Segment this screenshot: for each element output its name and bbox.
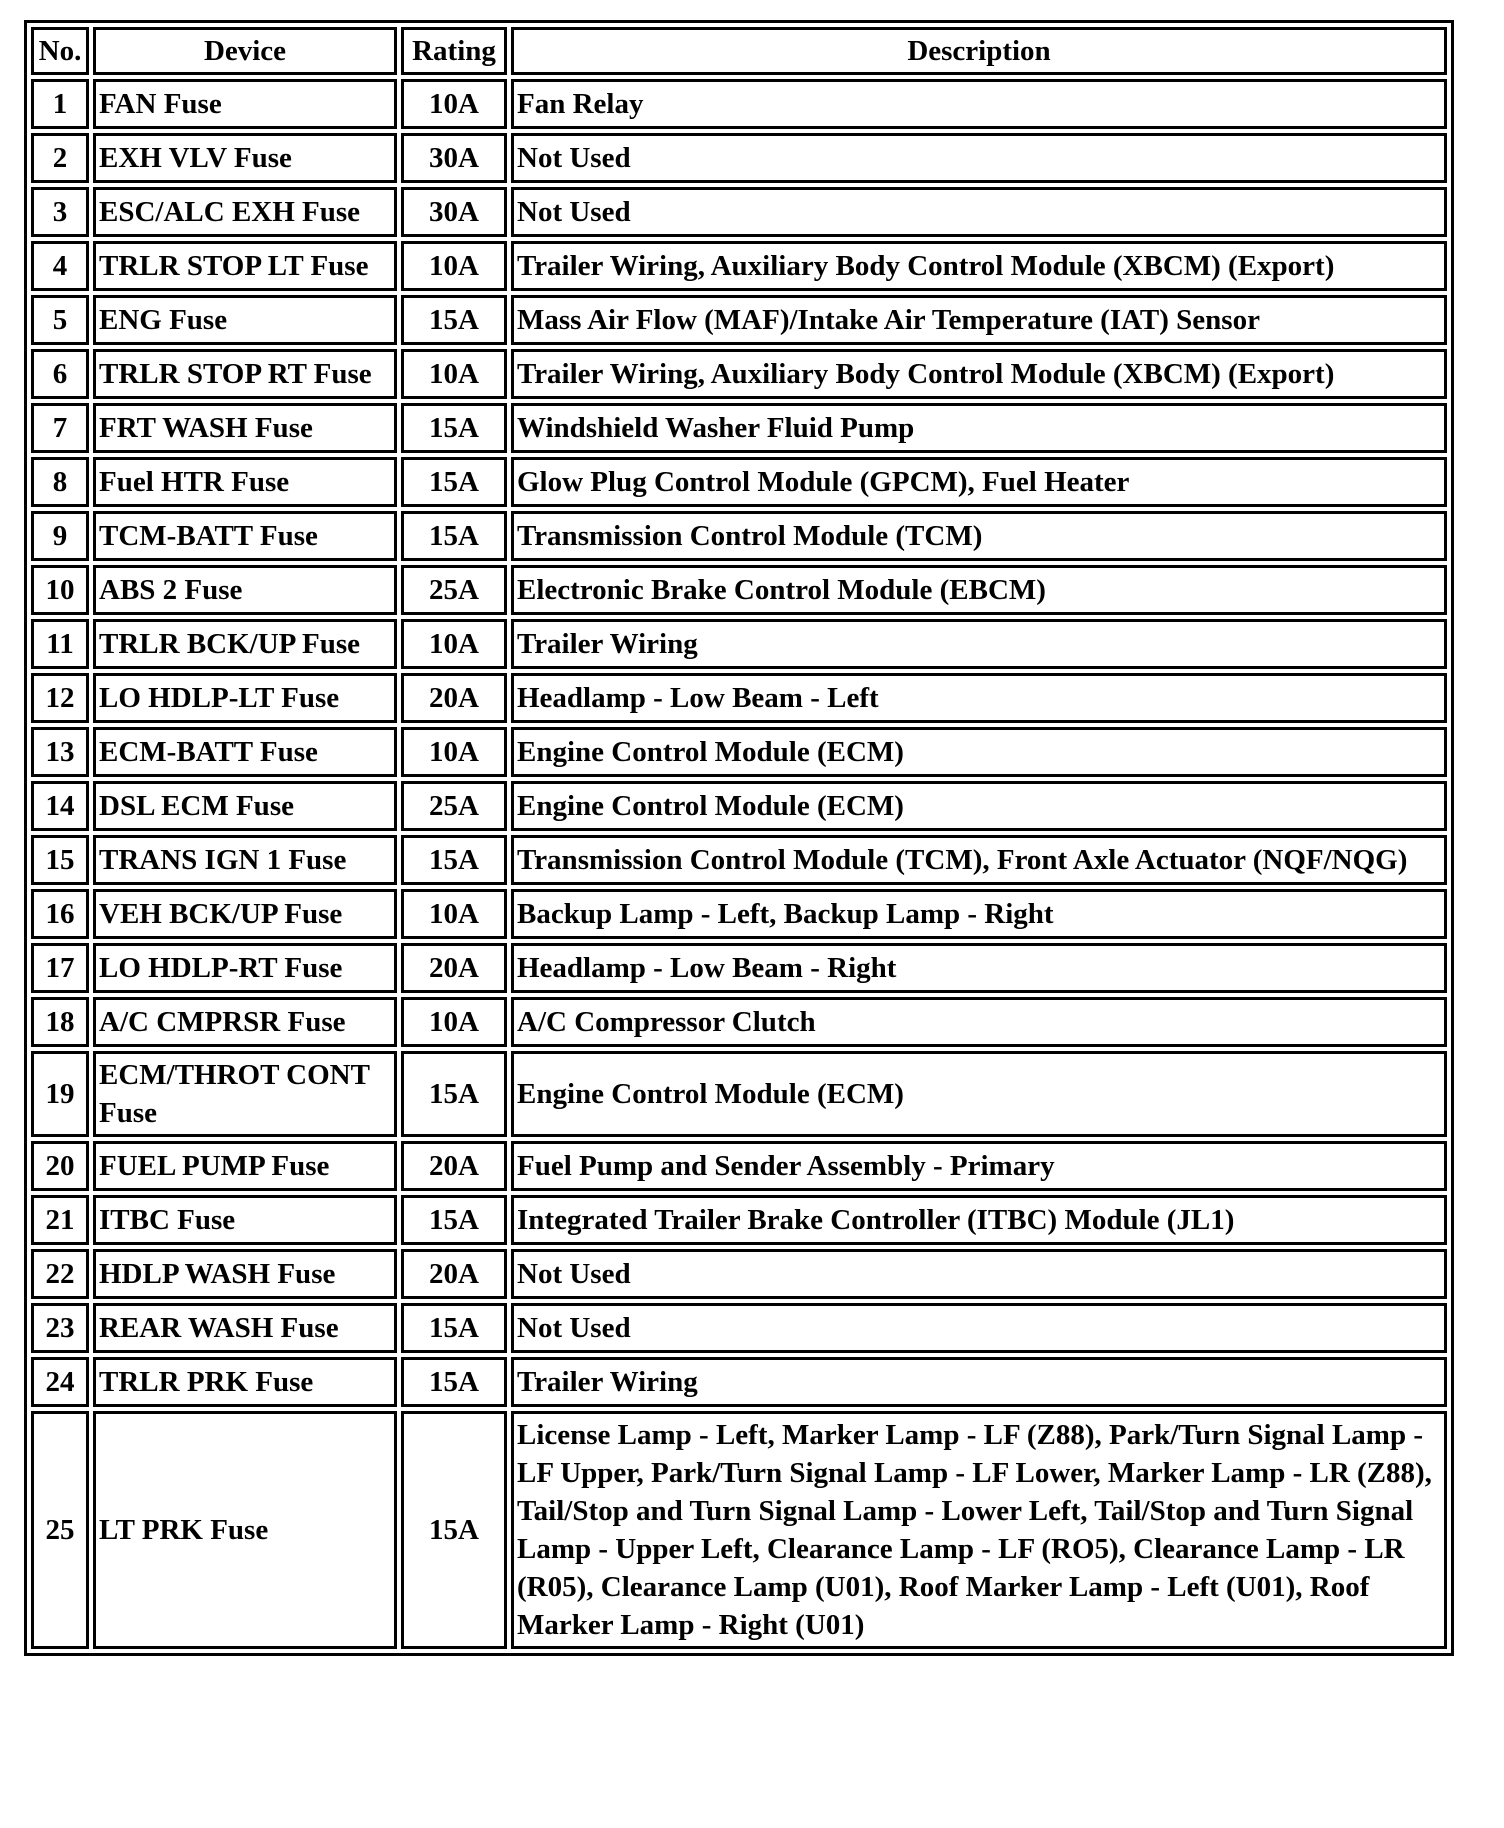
fuse-description: Integrated Trailer Brake Controller (ITBC) Module (JL1) <box>511 1195 1447 1245</box>
device-name: ITBC Fuse <box>93 1195 397 1245</box>
fuse-number: 10 <box>31 565 89 615</box>
fuse-rating: 20A <box>401 1249 507 1299</box>
fuse-rating: 10A <box>401 241 507 291</box>
fuse-description: Transmission Control Module (TCM) <box>511 511 1447 561</box>
table-row <box>31 1141 1447 1191</box>
fuse-number: 22 <box>31 1249 89 1299</box>
device-name: EXH VLV Fuse <box>93 133 397 183</box>
device-name: DSL ECM Fuse <box>93 781 397 831</box>
table-row <box>31 349 1447 399</box>
fuse-number: 4 <box>31 241 89 291</box>
fuse-rating: 15A <box>401 511 507 561</box>
fuse-table <box>24 20 1454 1656</box>
fuse-rating: 15A <box>401 835 507 885</box>
table-row <box>31 1249 1447 1299</box>
device-name: LT PRK Fuse <box>93 1411 397 1649</box>
fuse-rating: 20A <box>401 1141 507 1191</box>
fuse-rating: 25A <box>401 565 507 615</box>
device-name: FAN Fuse <box>93 79 397 129</box>
fuse-number: 14 <box>31 781 89 831</box>
fuse-rating: 15A <box>401 295 507 345</box>
fuse-rating: 10A <box>401 619 507 669</box>
fuse-rating: 20A <box>401 943 507 993</box>
fuse-rating: 15A <box>401 1051 507 1137</box>
table-row <box>31 403 1447 453</box>
fuse-description: Headlamp - Low Beam - Left <box>511 673 1447 723</box>
device-name: ECM/THROT CONT Fuse <box>93 1051 397 1137</box>
fuse-number: 12 <box>31 673 89 723</box>
device-name: FRT WASH Fuse <box>93 403 397 453</box>
table-row <box>31 457 1447 507</box>
table-row <box>31 1195 1447 1245</box>
fuse-description: Fan Relay <box>511 79 1447 129</box>
table-row <box>31 673 1447 723</box>
fuse-description: Not Used <box>511 1303 1447 1353</box>
fuse-description: Not Used <box>511 133 1447 183</box>
fuse-rating: 15A <box>401 1195 507 1245</box>
fuse-rating: 15A <box>401 457 507 507</box>
fuse-number: 5 <box>31 295 89 345</box>
fuse-description: Backup Lamp - Left, Backup Lamp - Right <box>511 889 1447 939</box>
fuse-rating: 10A <box>401 727 507 777</box>
fuse-rating: 15A <box>401 1411 507 1649</box>
fuse-description: Fuel Pump and Sender Assembly - Primary <box>511 1141 1447 1191</box>
fuse-number: 8 <box>31 457 89 507</box>
table-row <box>31 1357 1447 1407</box>
device-name: REAR WASH Fuse <box>93 1303 397 1353</box>
table-row <box>31 727 1447 777</box>
table-row <box>31 187 1447 237</box>
fuse-number: 19 <box>31 1051 89 1137</box>
fuse-number: 11 <box>31 619 89 669</box>
table-row <box>31 295 1447 345</box>
fuse-description: License Lamp - Left, Marker Lamp - LF (Z88), Park/Turn Signal Lamp - LF Upper, Park/Turn Signal Lamp - LF Lower, Marker Lamp - LR (Z88), Tail/Stop and Turn Signal Lamp - Lower Left, Tail/Stop and Turn Signal Lamp - Upper Left, Clearance Lamp - LF (RO5), Clearance Lamp - LR (R05), Clearance Lamp (U01), Roof Marker Lamp - Left (U01), Roof Marker Lamp - Right (U01) <box>511 1411 1447 1649</box>
fuse-description: Electronic Brake Control Module (EBCM) <box>511 565 1447 615</box>
fuse-rating: 15A <box>401 403 507 453</box>
table-row <box>31 889 1447 939</box>
fuse-number: 21 <box>31 1195 89 1245</box>
fuse-number: 23 <box>31 1303 89 1353</box>
header-device: Device <box>93 27 397 75</box>
device-name: TRLR STOP LT Fuse <box>93 241 397 291</box>
table-row <box>31 241 1447 291</box>
table-row <box>31 997 1447 1047</box>
fuse-number: 17 <box>31 943 89 993</box>
device-name: ENG Fuse <box>93 295 397 345</box>
fuse-description: Glow Plug Control Module (GPCM), Fuel Heater <box>511 457 1447 507</box>
header-row <box>31 27 1447 75</box>
fuse-description: Transmission Control Module (TCM), Front Axle Actuator (NQF/NQG) <box>511 835 1447 885</box>
device-name: LO HDLP-RT Fuse <box>93 943 397 993</box>
device-name: TCM-BATT Fuse <box>93 511 397 561</box>
fuse-rating: 10A <box>401 349 507 399</box>
fuse-number: 13 <box>31 727 89 777</box>
table-row <box>31 1411 1447 1649</box>
fuse-number: 18 <box>31 997 89 1047</box>
fuse-rating: 30A <box>401 187 507 237</box>
fuse-description: Engine Control Module (ECM) <box>511 727 1447 777</box>
fuse-number: 6 <box>31 349 89 399</box>
fuse-rating: 20A <box>401 673 507 723</box>
fuse-number: 15 <box>31 835 89 885</box>
fuse-rating: 15A <box>401 1357 507 1407</box>
fuse-description: Trailer Wiring, Auxiliary Body Control Module (XBCM) (Export) <box>511 241 1447 291</box>
table-row <box>31 511 1447 561</box>
device-name: TRLR PRK Fuse <box>93 1357 397 1407</box>
fuse-number: 2 <box>31 133 89 183</box>
fuse-description: Trailer Wiring, Auxiliary Body Control Module (XBCM) (Export) <box>511 349 1447 399</box>
device-name: FUEL PUMP Fuse <box>93 1141 397 1191</box>
device-name: TRLR BCK/UP Fuse <box>93 619 397 669</box>
fuse-description: Trailer Wiring <box>511 1357 1447 1407</box>
table-row <box>31 565 1447 615</box>
table-row <box>31 79 1447 129</box>
fuse-number: 20 <box>31 1141 89 1191</box>
table-row <box>31 133 1447 183</box>
fuse-number: 9 <box>31 511 89 561</box>
device-name: LO HDLP-LT Fuse <box>93 673 397 723</box>
table-row <box>31 619 1447 669</box>
header-description: Description <box>511 27 1447 75</box>
fuse-description: Not Used <box>511 1249 1447 1299</box>
device-name: ECM-BATT Fuse <box>93 727 397 777</box>
device-name: VEH BCK/UP Fuse <box>93 889 397 939</box>
fuse-table-body <box>31 79 1447 1649</box>
fuse-rating: 15A <box>401 1303 507 1353</box>
fuse-number: 7 <box>31 403 89 453</box>
table-row <box>31 943 1447 993</box>
device-name: TRANS IGN 1 Fuse <box>93 835 397 885</box>
fuse-rating: 10A <box>401 889 507 939</box>
table-row <box>31 835 1447 885</box>
device-name: ESC/ALC EXH Fuse <box>93 187 397 237</box>
fuse-description: Headlamp - Low Beam - Right <box>511 943 1447 993</box>
device-name: HDLP WASH Fuse <box>93 1249 397 1299</box>
fuse-rating: 10A <box>401 79 507 129</box>
table-row <box>31 1051 1447 1137</box>
fuse-rating: 30A <box>401 133 507 183</box>
fuse-description: Mass Air Flow (MAF)/Intake Air Temperature (IAT) Sensor <box>511 295 1447 345</box>
fuse-number: 25 <box>31 1411 89 1649</box>
fuse-description: Engine Control Module (ECM) <box>511 1051 1447 1137</box>
fuse-description: Trailer Wiring <box>511 619 1447 669</box>
fuse-number: 16 <box>31 889 89 939</box>
fuse-description: Engine Control Module (ECM) <box>511 781 1447 831</box>
header-no: No. <box>31 27 89 75</box>
device-name: TRLR STOP RT Fuse <box>93 349 397 399</box>
fuse-rating: 10A <box>401 997 507 1047</box>
device-name: ABS 2 Fuse <box>93 565 397 615</box>
fuse-description: A/C Compressor Clutch <box>511 997 1447 1047</box>
fuse-number: 24 <box>31 1357 89 1407</box>
fuse-description: Not Used <box>511 187 1447 237</box>
table-row <box>31 1303 1447 1353</box>
header-rating: Rating <box>401 27 507 75</box>
table-row <box>31 781 1447 831</box>
fuse-description: Windshield Washer Fluid Pump <box>511 403 1447 453</box>
fuse-rating: 25A <box>401 781 507 831</box>
device-name: A/C CMPRSR Fuse <box>93 997 397 1047</box>
fuse-number: 3 <box>31 187 89 237</box>
fuse-number: 1 <box>31 79 89 129</box>
device-name: Fuel HTR Fuse <box>93 457 397 507</box>
